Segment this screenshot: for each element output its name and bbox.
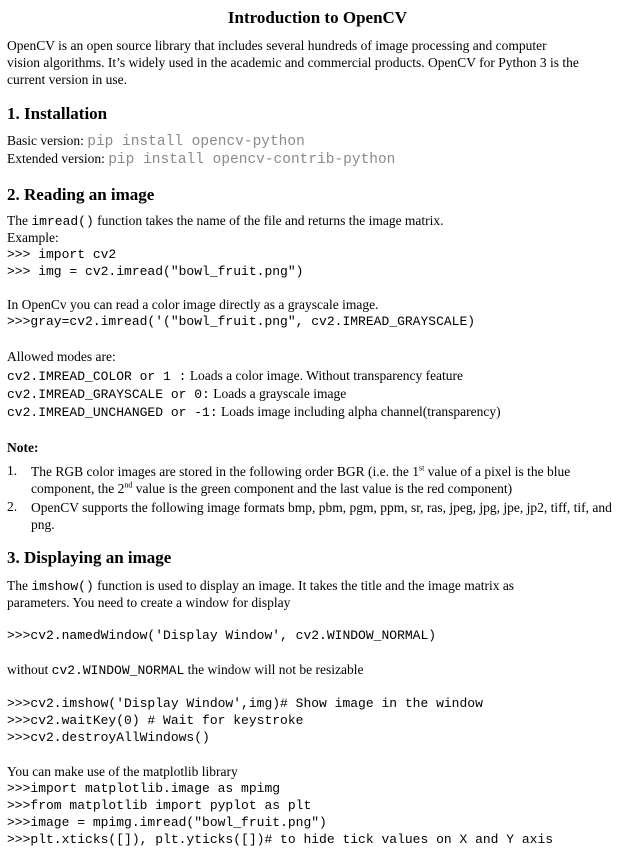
mode-code: cv2.IMREAD_UNCHANGED or -1: <box>7 405 218 420</box>
code-line: >>>cv2.waitKey(0) # Wait for keystroke <box>7 713 304 728</box>
section-heading-installation: 1. Installation <box>7 104 108 123</box>
imshow-inline-code: imshow() <box>31 579 94 594</box>
superscript: nd <box>124 480 133 490</box>
imshow-description-line2: parameters. You need to create a window for display <box>7 595 291 610</box>
code-line: >>>plt.xticks([]), plt.yticks([])# to hide tick values on X and Y axis <box>7 832 554 847</box>
superscript: st <box>419 463 425 473</box>
section-heading-reading: 2. Reading an image <box>7 185 155 204</box>
mode-description: Loads a color image. Without transparency feature <box>186 368 464 383</box>
text-fragment: The RGB color images are stored in the following order BGR (i.e. the 1 <box>31 464 420 479</box>
imread-description <box>7 213 444 229</box>
note-number: 2. <box>7 499 18 514</box>
example-label: Example: <box>7 230 59 245</box>
text-fragment: value of a pixel is the blue component, the 2 <box>31 464 571 496</box>
code-line: >>>cv2.namedWindow('Display Window', cv2.WINDOW_NORMAL) <box>7 628 437 643</box>
allowed-modes-label: Allowed modes are: <box>7 349 116 364</box>
mode-item <box>7 404 501 420</box>
intro-line: OpenCV is an open source library that includes several hundreds of image processing and computer <box>7 38 547 53</box>
imread-inline-code: imread() <box>31 214 94 229</box>
note-number: 1. <box>7 463 18 478</box>
text-fragment: the window will not be resizable <box>184 662 364 677</box>
text-fragment: The <box>7 578 32 593</box>
note-item <box>31 463 626 497</box>
install-basic-line <box>7 133 305 150</box>
code-line: >>>image = mpimg.imread("bowl_fruit.png") <box>7 815 327 830</box>
text-fragment: without <box>7 662 52 677</box>
install-basic-command: pip install opencv-python <box>87 134 305 150</box>
page-title: Introduction to OpenCV <box>227 8 408 27</box>
code-line: >>>cv2.destroyAllWindows() <box>7 730 210 745</box>
install-basic-label: Basic version: <box>7 133 88 148</box>
code-line: >>>gray=cv2.imread('("bowl_fruit.png", cv2.IMREAD_GRAYSCALE) <box>7 314 476 329</box>
mode-code: cv2.IMREAD_GRAYSCALE or 0: <box>7 387 210 402</box>
code-line: >>>import matplotlib.image as mpimg <box>7 781 281 796</box>
window-normal-inline-code: cv2.WINDOW_NORMAL <box>51 663 185 678</box>
note-label: Note: <box>7 440 39 455</box>
matplotlib-description: You can make use of the matplotlib library <box>7 764 238 779</box>
text-fragment: function is used to display an image. It takes the title and the image matrix as <box>93 578 515 593</box>
imshow-description <box>7 578 514 594</box>
code-line: >>>cv2.imshow('Display Window',img)# Show image in the window <box>7 696 483 711</box>
install-extended-command: pip install opencv-contrib-python <box>108 152 396 168</box>
install-extended-line <box>7 151 395 168</box>
note-item: OpenCV supports the following image formats bmp, pbm, pgm, ppm, sr, ras, jpeg, jpg, jpe, jp2, tiff, tif, and png. <box>31 500 612 532</box>
mode-item <box>7 368 463 384</box>
intro-line: current version in use. <box>7 72 127 87</box>
section-heading-displaying: 3. Displaying an image <box>7 548 172 567</box>
install-extended-label: Extended version: <box>7 151 109 166</box>
mode-item <box>7 386 346 402</box>
text-fragment: value is the green component and the last value is the red component) <box>132 481 513 496</box>
mode-code: cv2.IMREAD_COLOR or 1 : <box>7 369 187 384</box>
code-line: >>> img = cv2.imread("bowl_fruit.png") <box>7 264 304 279</box>
text-fragment: function takes the name of the file and returns the image matrix. <box>93 213 444 228</box>
text-fragment: The <box>7 213 32 228</box>
window-normal-note <box>7 662 363 678</box>
mode-description: Loads image including alpha channel(transparency) <box>217 404 501 419</box>
code-line: >>>from matplotlib import pyplot as plt <box>7 798 312 813</box>
intro-line: vision algorithms. It’s widely used in the academic and commercial products. OpenCV for Python 3 is the <box>7 55 579 70</box>
grayscale-description: In OpenCv you can read a color image directly as a grayscale image. <box>7 297 379 312</box>
mode-description: Loads a grayscale image <box>209 386 347 401</box>
code-line: >>> import cv2 <box>7 247 117 262</box>
